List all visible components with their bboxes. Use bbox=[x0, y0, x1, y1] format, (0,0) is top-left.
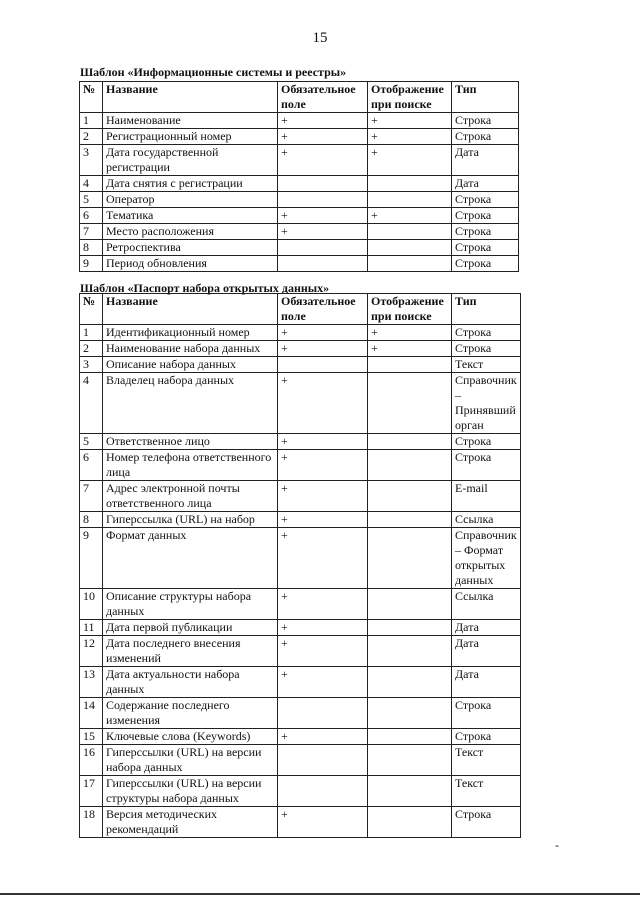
table-row bbox=[80, 129, 519, 145]
cell-type: Строка bbox=[452, 208, 519, 224]
table2 bbox=[79, 293, 521, 838]
cell-name: Наименование bbox=[103, 113, 278, 129]
cell-name: Дата снятия с регистрации bbox=[103, 176, 278, 192]
cell-type: Строка bbox=[452, 729, 521, 745]
cell-number: 1 bbox=[80, 113, 103, 129]
cell-name: Идентификационный номер bbox=[103, 325, 278, 341]
cell-required: + bbox=[278, 636, 368, 667]
cell-display bbox=[368, 512, 452, 528]
cell-name: Владелец набора данных bbox=[103, 373, 278, 434]
cell-required: + bbox=[278, 113, 368, 129]
table-row bbox=[80, 325, 521, 341]
cell-name: Дата первой публикации bbox=[103, 620, 278, 636]
cell-name: Версия методических рекомендаций bbox=[103, 807, 278, 838]
table-row bbox=[80, 528, 521, 589]
cell-type: Дата bbox=[452, 636, 521, 667]
table-row bbox=[80, 113, 519, 129]
cell-name: Описание набора данных bbox=[103, 357, 278, 373]
cell-required: + bbox=[278, 512, 368, 528]
cell-type: Строка bbox=[452, 698, 521, 729]
cell-name: Гиперссылки (URL) на версии набора данных bbox=[103, 745, 278, 776]
cell-type: Строка bbox=[452, 113, 519, 129]
table2-title: Шаблон «Паспорт набора открытых данных» bbox=[80, 281, 330, 295]
cell-type: Строка bbox=[452, 192, 519, 208]
cell-name: Ключевые слова (Keywords) bbox=[103, 729, 278, 745]
cell-required: + bbox=[278, 325, 368, 341]
table-row bbox=[80, 341, 521, 357]
cell-display: + bbox=[368, 208, 452, 224]
cell-display bbox=[368, 620, 452, 636]
cell-number: 7 bbox=[80, 224, 103, 240]
cell-display bbox=[368, 357, 452, 373]
cell-name: Описание структуры набора данных bbox=[103, 589, 278, 620]
cell-required: + bbox=[278, 528, 368, 589]
cell-type: Строка bbox=[452, 325, 521, 341]
cell-name: Содержание последнего изменения bbox=[103, 698, 278, 729]
cell-number: 12 bbox=[80, 636, 103, 667]
header-type: Тип bbox=[452, 294, 521, 325]
cell-display bbox=[368, 589, 452, 620]
corner-mark: - bbox=[555, 838, 559, 852]
cell-number: 16 bbox=[80, 745, 103, 776]
cell-name: Тематика bbox=[103, 208, 278, 224]
table-row bbox=[80, 667, 521, 698]
header-display: Отображение при поиске bbox=[368, 294, 452, 325]
cell-number: 4 bbox=[80, 176, 103, 192]
cell-display: + bbox=[368, 145, 452, 176]
header-display: Отображение при поиске bbox=[368, 82, 452, 113]
cell-required: + bbox=[278, 129, 368, 145]
cell-display bbox=[368, 176, 452, 192]
table-row bbox=[80, 192, 519, 208]
cell-type: Строка bbox=[452, 341, 521, 357]
cell-required bbox=[278, 776, 368, 807]
cell-number: 9 bbox=[80, 528, 103, 589]
cell-number: 1 bbox=[80, 325, 103, 341]
cell-number: 4 bbox=[80, 373, 103, 434]
cell-required bbox=[278, 698, 368, 729]
cell-required: + bbox=[278, 208, 368, 224]
cell-type: Текст bbox=[452, 357, 521, 373]
cell-type: Текст bbox=[452, 745, 521, 776]
cell-name: Период обновления bbox=[103, 256, 278, 272]
cell-number: 6 bbox=[80, 208, 103, 224]
cell-type: Строка bbox=[452, 807, 521, 838]
cell-required: + bbox=[278, 450, 368, 481]
cell-required bbox=[278, 176, 368, 192]
table-row bbox=[80, 481, 521, 512]
cell-number: 14 bbox=[80, 698, 103, 729]
cell-required: + bbox=[278, 145, 368, 176]
cell-type: Строка bbox=[452, 256, 519, 272]
cell-number: 2 bbox=[80, 129, 103, 145]
cell-required bbox=[278, 240, 368, 256]
table-row bbox=[80, 357, 521, 373]
table-row bbox=[80, 176, 519, 192]
cell-name: Формат данных bbox=[103, 528, 278, 589]
cell-number: 15 bbox=[80, 729, 103, 745]
cell-display: + bbox=[368, 129, 452, 145]
cell-type: Ссылка bbox=[452, 512, 521, 528]
table1-title: Шаблон «Информационные системы и реестры» bbox=[80, 65, 347, 79]
cell-required: + bbox=[278, 481, 368, 512]
cell-required: + bbox=[278, 807, 368, 838]
header-required: Обязательное поле bbox=[278, 294, 368, 325]
table-row bbox=[80, 256, 519, 272]
cell-name: Регистрационный номер bbox=[103, 129, 278, 145]
table-row bbox=[80, 224, 519, 240]
table-row bbox=[80, 589, 521, 620]
cell-type: Справочник – Принявший орган bbox=[452, 373, 521, 434]
bottom-rule bbox=[0, 893, 640, 895]
cell-name: Номер телефона ответственного лица bbox=[103, 450, 278, 481]
cell-type: E-mail bbox=[452, 481, 521, 512]
cell-display bbox=[368, 450, 452, 481]
cell-display bbox=[368, 807, 452, 838]
header-number: № bbox=[80, 82, 103, 113]
cell-display bbox=[368, 636, 452, 667]
cell-required: + bbox=[278, 434, 368, 450]
cell-display bbox=[368, 528, 452, 589]
cell-number: 9 bbox=[80, 256, 103, 272]
cell-name: Дата актуальности набора данных bbox=[103, 667, 278, 698]
table-row bbox=[80, 512, 521, 528]
cell-name: Дата государственной регистрации bbox=[103, 145, 278, 176]
table-row bbox=[80, 698, 521, 729]
cell-number: 8 bbox=[80, 512, 103, 528]
cell-display bbox=[368, 192, 452, 208]
cell-number: 2 bbox=[80, 341, 103, 357]
cell-required: + bbox=[278, 729, 368, 745]
cell-type: Ссылка bbox=[452, 589, 521, 620]
cell-type: Дата bbox=[452, 176, 519, 192]
table-row bbox=[80, 807, 521, 838]
cell-number: 3 bbox=[80, 145, 103, 176]
cell-display bbox=[368, 434, 452, 450]
cell-number: 18 bbox=[80, 807, 103, 838]
cell-type: Дата bbox=[452, 667, 521, 698]
header-number: № bbox=[80, 294, 103, 325]
cell-display bbox=[368, 224, 452, 240]
cell-number: 6 bbox=[80, 450, 103, 481]
cell-name: Адрес электронной почты ответственного лица bbox=[103, 481, 278, 512]
table1 bbox=[79, 81, 519, 272]
cell-required: + bbox=[278, 373, 368, 434]
cell-required: + bbox=[278, 589, 368, 620]
cell-display bbox=[368, 240, 452, 256]
cell-display: + bbox=[368, 325, 452, 341]
cell-required bbox=[278, 745, 368, 776]
cell-display bbox=[368, 776, 452, 807]
cell-display bbox=[368, 698, 452, 729]
cell-type: Строка bbox=[452, 450, 521, 481]
cell-name: Дата последнего внесения изменений bbox=[103, 636, 278, 667]
cell-number: 5 bbox=[80, 434, 103, 450]
cell-type: Строка bbox=[452, 224, 519, 240]
cell-name: Гиперссылки (URL) на версии структуры набора данных bbox=[103, 776, 278, 807]
table-row bbox=[80, 145, 519, 176]
cell-number: 11 bbox=[80, 620, 103, 636]
table-row bbox=[80, 620, 521, 636]
cell-type: Справочник – Формат открытых данных bbox=[452, 528, 521, 589]
cell-type: Строка bbox=[452, 129, 519, 145]
cell-type: Строка bbox=[452, 240, 519, 256]
table-row bbox=[80, 636, 521, 667]
cell-number: 5 bbox=[80, 192, 103, 208]
table-row bbox=[80, 776, 521, 807]
table-row bbox=[80, 373, 521, 434]
cell-type: Дата bbox=[452, 145, 519, 176]
cell-required bbox=[278, 192, 368, 208]
table-row bbox=[80, 240, 519, 256]
cell-name: Ответственное лицо bbox=[103, 434, 278, 450]
table-row bbox=[80, 450, 521, 481]
cell-number: 3 bbox=[80, 357, 103, 373]
cell-name: Место расположения bbox=[103, 224, 278, 240]
cell-display bbox=[368, 667, 452, 698]
table-row bbox=[80, 434, 521, 450]
cell-type: Дата bbox=[452, 620, 521, 636]
cell-name: Гиперссылка (URL) на набор bbox=[103, 512, 278, 528]
cell-required bbox=[278, 357, 368, 373]
cell-number: 13 bbox=[80, 667, 103, 698]
cell-required: + bbox=[278, 620, 368, 636]
page-number: 15 bbox=[312, 30, 328, 46]
table1-header-row bbox=[80, 82, 519, 113]
header-type: Тип bbox=[452, 82, 519, 113]
table2-header-row bbox=[80, 294, 521, 325]
cell-display bbox=[368, 373, 452, 434]
cell-display bbox=[368, 256, 452, 272]
cell-required: + bbox=[278, 341, 368, 357]
table-row bbox=[80, 745, 521, 776]
header-name: Название bbox=[103, 294, 278, 325]
cell-name: Ретроспектива bbox=[103, 240, 278, 256]
cell-required bbox=[278, 256, 368, 272]
header-required: Обязательное поле bbox=[278, 82, 368, 113]
cell-number: 8 bbox=[80, 240, 103, 256]
cell-number: 10 bbox=[80, 589, 103, 620]
cell-type: Строка bbox=[452, 434, 521, 450]
cell-name: Оператор bbox=[103, 192, 278, 208]
cell-number: 17 bbox=[80, 776, 103, 807]
table-row bbox=[80, 729, 521, 745]
cell-name: Наименование набора данных bbox=[103, 341, 278, 357]
table-row bbox=[80, 208, 519, 224]
cell-display bbox=[368, 745, 452, 776]
cell-display: + bbox=[368, 113, 452, 129]
cell-required: + bbox=[278, 667, 368, 698]
cell-display bbox=[368, 481, 452, 512]
cell-type: Текст bbox=[452, 776, 521, 807]
cell-required: + bbox=[278, 224, 368, 240]
cell-display: + bbox=[368, 341, 452, 357]
cell-number: 7 bbox=[80, 481, 103, 512]
cell-display bbox=[368, 729, 452, 745]
header-name: Название bbox=[103, 82, 278, 113]
